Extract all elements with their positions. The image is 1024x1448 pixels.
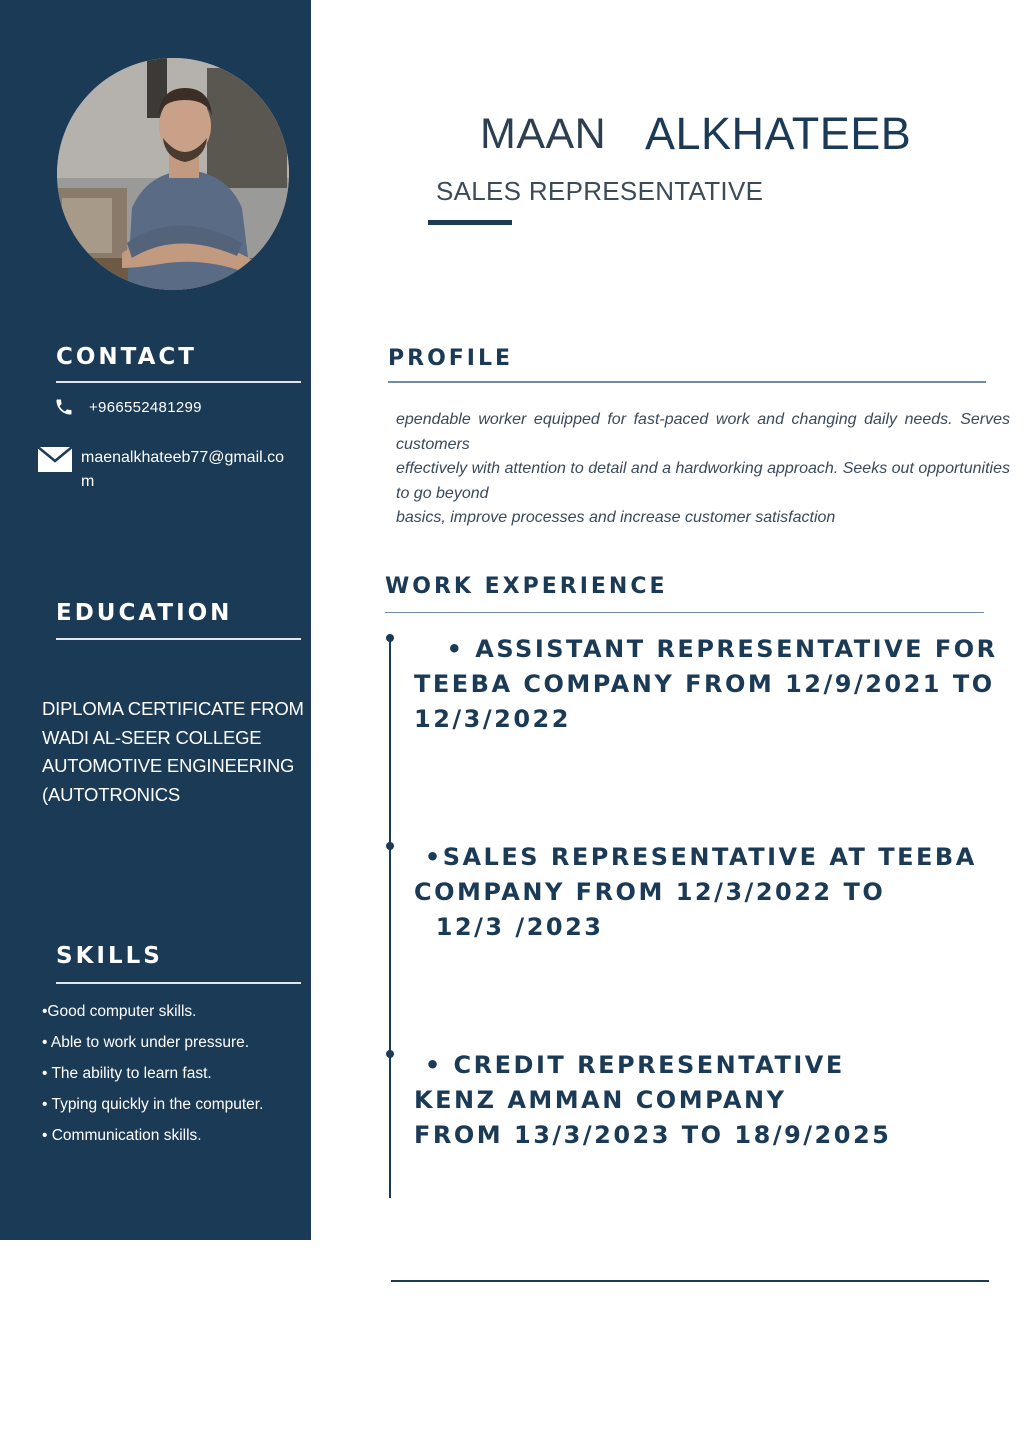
contact-email — [38, 446, 291, 494]
last-name: ALKHATEEB — [645, 108, 912, 159]
profile-line: effectively with attention to detail and a hardworking approach. Seeks out opportunities to go beyond — [396, 460, 1010, 502]
work-experience-divider — [385, 612, 984, 613]
timeline-dot — [386, 634, 394, 642]
skill-item: • Able to work under pressure. — [42, 1034, 250, 1051]
profile-photo-image — [57, 58, 289, 290]
education-text: DIPLOMA CERTIFICATE FROM WADI AL-SEER COLLEGE AUTOMOTIVE ENGINEERING (AUTOTRONICS — [42, 698, 304, 805]
bottom-divider — [391, 1280, 989, 1282]
work-experience-heading: WORK EXPERIENCE — [385, 574, 668, 599]
email-address[interactable]: maenalkhateeb77@gmail.com — [81, 449, 285, 490]
timeline-dot — [386, 842, 394, 850]
profile-line: basics, improve processes and increase customer satisfaction — [396, 509, 836, 526]
profile-heading: PROFILE — [388, 346, 514, 371]
profile-divider — [388, 381, 986, 383]
title-underline — [428, 220, 512, 225]
skill-item: • Typing quickly in the computer. — [42, 1096, 264, 1113]
contact-phone — [54, 397, 202, 417]
job-title: SALES REPRESENTATIVE — [436, 176, 764, 206]
skill-item: •Good computer skills. — [42, 1003, 197, 1020]
skill-item: • Communication skills. — [42, 1127, 202, 1144]
skill-item: • The ability to learn fast. — [42, 1065, 212, 1082]
profile-summary — [396, 408, 1010, 531]
job-entry: •SALES REPRESENTATIVE AT TEEBA COMPANY FROM 12/3/2022 TO 12/3 /2023 — [414, 843, 977, 941]
education-heading: EDUCATION — [56, 600, 233, 626]
job-entry: • CREDIT REPRESENTATIVE KENZ AMMAN COMPANY FROM 13/3/2023 TO 18/9/2025 — [414, 1051, 892, 1149]
profile-line: ependable worker equipped for fast-paced work and changing daily needs. Serves customers — [396, 411, 1010, 453]
first-name: MAAN — [480, 110, 607, 158]
skills-divider — [56, 982, 301, 984]
contact-divider — [56, 381, 301, 383]
skills-heading: SKILLS — [56, 943, 163, 969]
job-entry: • ASSISTANT REPRESENTATIVE FOR TEEBA COMPANY FROM 12/9/2021 TO 12/3/2022 — [414, 635, 998, 733]
phone-number[interactable]: +966552481299 — [89, 398, 202, 416]
mail-icon — [38, 447, 72, 472]
timeline-line — [389, 638, 391, 1198]
education-divider — [56, 638, 301, 640]
phone-icon — [54, 397, 74, 417]
contact-heading: CONTACT — [56, 344, 197, 370]
skills-list — [42, 996, 263, 1151]
profile-photo — [57, 58, 289, 290]
timeline-dot — [386, 1050, 394, 1058]
